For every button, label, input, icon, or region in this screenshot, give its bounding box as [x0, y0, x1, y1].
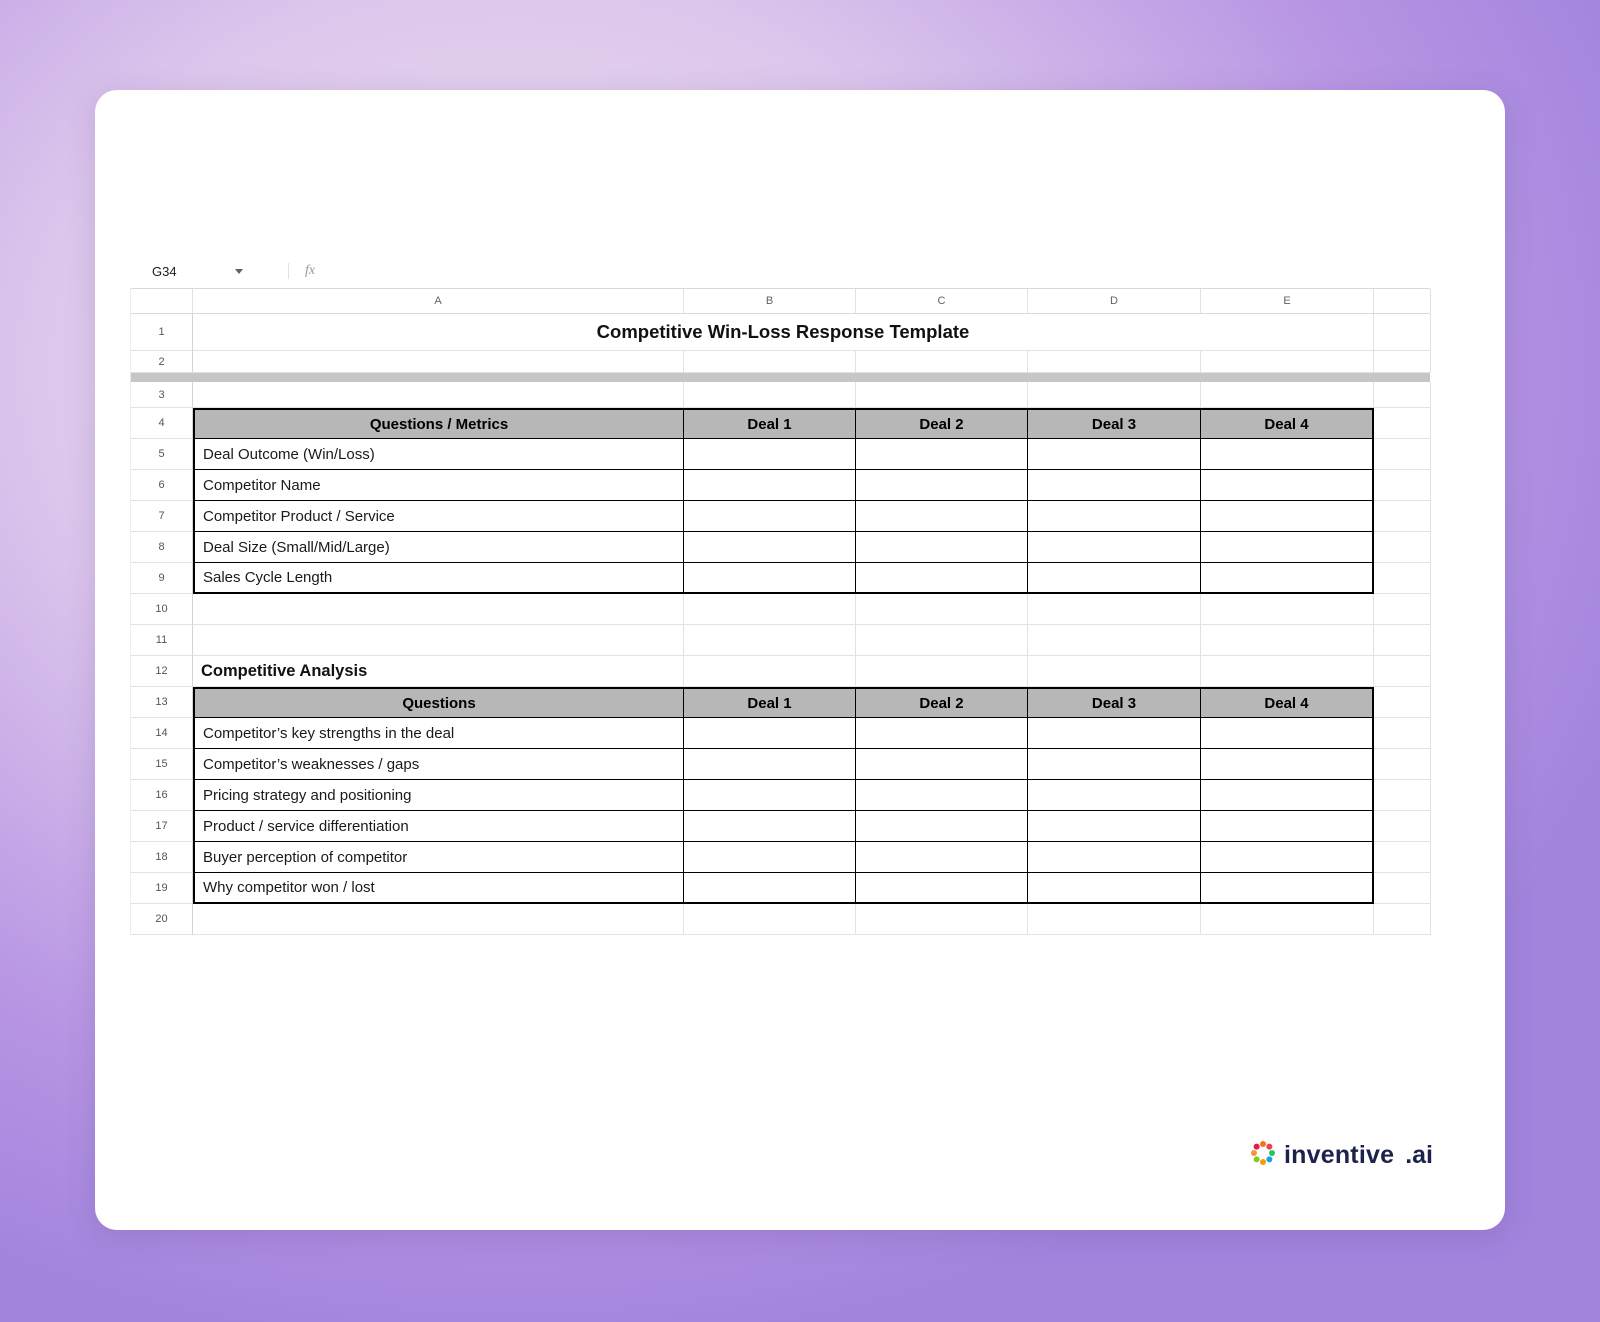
sheet-row-9: [131, 563, 1430, 594]
cell-F15[interactable]: [1374, 749, 1431, 780]
name-box-dropdown-icon[interactable]: [235, 269, 243, 274]
sheet-row-16: [131, 780, 1430, 811]
logo-text: inventive: [1284, 1141, 1395, 1169]
cell-C14[interactable]: [856, 718, 1028, 749]
sheet-row-3: [131, 382, 1430, 408]
cell-C8[interactable]: [856, 532, 1028, 563]
cell-E9[interactable]: [1201, 563, 1374, 594]
cell-B18[interactable]: [684, 842, 856, 873]
sheet-row-17: [131, 811, 1430, 842]
row-header-12[interactable]: 12: [131, 656, 193, 687]
cell-C18[interactable]: [856, 842, 1028, 873]
cell-C20[interactable]: [856, 904, 1028, 935]
row-header-1[interactable]: 1: [131, 314, 193, 351]
sheet-toolbar: [130, 254, 1465, 288]
cell-C19[interactable]: [856, 873, 1028, 904]
cell-B10[interactable]: [684, 594, 856, 625]
row-header-15[interactable]: 15: [131, 749, 193, 780]
column-header-E[interactable]: E: [1201, 289, 1374, 313]
cell-D3[interactable]: [1028, 382, 1201, 408]
cell-B12[interactable]: [684, 656, 856, 687]
sheet-row-8: [131, 532, 1430, 563]
row-header-13[interactable]: 13: [131, 687, 193, 718]
cell-C17[interactable]: [856, 811, 1028, 842]
cell-C12[interactable]: [856, 656, 1028, 687]
cell-D20[interactable]: [1028, 904, 1201, 935]
cell-F8[interactable]: [1374, 532, 1431, 563]
cell-D7[interactable]: [1028, 501, 1201, 532]
sheet-row-19: [131, 873, 1430, 904]
logo-suffix: .ai: [1405, 1141, 1433, 1169]
cell-F14[interactable]: [1374, 718, 1431, 749]
sheet-row-4: [131, 408, 1430, 439]
cell-B13[interactable]: Deal 1: [684, 687, 856, 718]
cell-D9[interactable]: [1028, 563, 1201, 594]
cell-A9[interactable]: Sales Cycle Length: [193, 563, 684, 594]
cell-A2[interactable]: [193, 351, 684, 373]
cell-E20[interactable]: [1201, 904, 1374, 935]
row-header-18[interactable]: 18: [131, 842, 193, 873]
row-header-14[interactable]: 14: [131, 718, 193, 749]
cell-C4[interactable]: Deal 2: [856, 408, 1028, 439]
row-header-16[interactable]: 16: [131, 780, 193, 811]
sheet-title-cell: Competitive Win-Loss Response Template: [193, 314, 1374, 351]
cell-F19[interactable]: [1374, 873, 1431, 904]
cell-D8[interactable]: [1028, 532, 1201, 563]
cell-A6[interactable]: Competitor Name: [193, 470, 684, 501]
brand-logo: [1249, 1139, 1433, 1172]
cell-D5[interactable]: [1028, 439, 1201, 470]
cell-E18[interactable]: [1201, 842, 1374, 873]
cell-E14[interactable]: [1201, 718, 1374, 749]
cell-F3[interactable]: [1374, 382, 1431, 408]
cell-A10[interactable]: [193, 594, 684, 625]
sheet-row-20: [131, 904, 1430, 935]
cell-E5[interactable]: [1201, 439, 1374, 470]
cell-B16[interactable]: [684, 780, 856, 811]
cell-A13[interactable]: Questions: [193, 687, 684, 718]
cell-E2[interactable]: [1201, 351, 1374, 373]
cell-A11[interactable]: [193, 625, 684, 656]
cell-C2[interactable]: [856, 351, 1028, 373]
toolbar-divider: [288, 263, 289, 279]
cell-C9[interactable]: [856, 563, 1028, 594]
cell-A3[interactable]: [193, 382, 684, 408]
cell-E16[interactable]: [1201, 780, 1374, 811]
cell-C13[interactable]: Deal 2: [856, 687, 1028, 718]
cell-B14[interactable]: [684, 718, 856, 749]
cell-F4[interactable]: [1374, 408, 1431, 439]
row-header-9[interactable]: 9: [131, 563, 193, 594]
frozen-pane-divider[interactable]: [131, 373, 1430, 382]
cell-E15[interactable]: [1201, 749, 1374, 780]
cell-C5[interactable]: [856, 439, 1028, 470]
cell-C10[interactable]: [856, 594, 1028, 625]
cell-C7[interactable]: [856, 501, 1028, 532]
sheet-row-12: [131, 656, 1430, 687]
row-header-5[interactable]: 5: [131, 439, 193, 470]
cell-B19[interactable]: [684, 873, 856, 904]
column-header-row: [131, 288, 1430, 314]
row-header-17[interactable]: 17: [131, 811, 193, 842]
sheet-row-1: [131, 314, 1430, 351]
row-header-20[interactable]: 20: [131, 904, 193, 935]
row-header-10[interactable]: 10: [131, 594, 193, 625]
row-header-2[interactable]: 2: [131, 351, 193, 373]
cell-E10[interactable]: [1201, 594, 1374, 625]
cell-F1[interactable]: [1374, 314, 1431, 351]
row-header-7[interactable]: 7: [131, 501, 193, 532]
row-header-11[interactable]: 11: [131, 625, 193, 656]
sheet-row-2: [131, 351, 1430, 373]
cell-E4[interactable]: Deal 4: [1201, 408, 1374, 439]
sheet-row-15: [131, 749, 1430, 780]
cell-D12[interactable]: [1028, 656, 1201, 687]
row-header-3[interactable]: 3: [131, 382, 193, 408]
column-header-C[interactable]: C: [856, 289, 1028, 313]
cell-F7[interactable]: [1374, 501, 1431, 532]
cell-A12[interactable]: Competitive Analysis: [193, 656, 684, 687]
cell-A4[interactable]: Questions / Metrics: [193, 408, 684, 439]
cell-E13[interactable]: Deal 4: [1201, 687, 1374, 718]
cell-B15[interactable]: [684, 749, 856, 780]
cell-D10[interactable]: [1028, 594, 1201, 625]
cell-A15[interactable]: Competitor’s weaknesses / gaps: [193, 749, 684, 780]
select-all-corner[interactable]: [131, 289, 193, 313]
cell-B3[interactable]: [684, 382, 856, 408]
cell-name-box[interactable]: [130, 264, 280, 279]
cell-B8[interactable]: [684, 532, 856, 563]
cell-E12[interactable]: [1201, 656, 1374, 687]
cell-C3[interactable]: [856, 382, 1028, 408]
cell-B9[interactable]: [684, 563, 856, 594]
cell-C16[interactable]: [856, 780, 1028, 811]
cell-A19[interactable]: Why competitor won / lost: [193, 873, 684, 904]
cell-E11[interactable]: [1201, 625, 1374, 656]
cell-D16[interactable]: [1028, 780, 1201, 811]
spreadsheet-grid: [130, 288, 1430, 935]
cell-E19[interactable]: [1201, 873, 1374, 904]
cell-F9[interactable]: [1374, 563, 1431, 594]
sheet-row-11: [131, 625, 1430, 656]
cell-A16[interactable]: Pricing strategy and positioning: [193, 780, 684, 811]
sheet-row-18: [131, 842, 1430, 873]
formula-fx-icon: fx: [305, 263, 316, 278]
cell-F11[interactable]: [1374, 625, 1431, 656]
cell-F13[interactable]: [1374, 687, 1431, 718]
cell-F6[interactable]: [1374, 470, 1431, 501]
cell-D15[interactable]: [1028, 749, 1201, 780]
cell-C15[interactable]: [856, 749, 1028, 780]
name-box-value: G34: [152, 263, 177, 279]
cell-A8[interactable]: Deal Size (Small/Mid/Large): [193, 532, 684, 563]
cell-C11[interactable]: [856, 625, 1028, 656]
row-header-19[interactable]: 19: [131, 873, 193, 904]
cell-D2[interactable]: [1028, 351, 1201, 373]
sheet-row-5: [131, 439, 1430, 470]
cell-F12[interactable]: [1374, 656, 1431, 687]
row-header-6[interactable]: 6: [131, 470, 193, 501]
cell-D14[interactable]: [1028, 718, 1201, 749]
cell-B7[interactable]: [684, 501, 856, 532]
cell-F2[interactable]: [1374, 351, 1431, 373]
cell-B4[interactable]: Deal 1: [684, 408, 856, 439]
cell-D19[interactable]: [1028, 873, 1201, 904]
cell-A20[interactable]: [193, 904, 684, 935]
cell-D17[interactable]: [1028, 811, 1201, 842]
cell-E7[interactable]: [1201, 501, 1374, 532]
cell-A7[interactable]: Competitor Product / Service: [193, 501, 684, 532]
cell-E6[interactable]: [1201, 470, 1374, 501]
column-header-D[interactable]: D: [1028, 289, 1201, 313]
cell-B6[interactable]: [684, 470, 856, 501]
cell-B17[interactable]: [684, 811, 856, 842]
sheet-row-10: [131, 594, 1430, 625]
row-header-8[interactable]: 8: [131, 532, 193, 563]
cell-F17[interactable]: [1374, 811, 1431, 842]
column-header-extra[interactable]: [1374, 289, 1431, 313]
cell-F5[interactable]: [1374, 439, 1431, 470]
cell-E8[interactable]: [1201, 532, 1374, 563]
cell-F20[interactable]: [1374, 904, 1431, 935]
cell-A14[interactable]: Competitor’s key strengths in the deal: [193, 718, 684, 749]
cell-B5[interactable]: [684, 439, 856, 470]
sheet-row-7: [131, 501, 1430, 532]
cell-E17[interactable]: [1201, 811, 1374, 842]
sheet-card: [95, 90, 1505, 1230]
cell-B11[interactable]: [684, 625, 856, 656]
cell-D18[interactable]: [1028, 842, 1201, 873]
row-header-4[interactable]: 4: [131, 408, 193, 439]
cell-D6[interactable]: [1028, 470, 1201, 501]
sheet-row-6: [131, 470, 1430, 501]
cell-A18[interactable]: Buyer perception of competitor: [193, 842, 684, 873]
cell-B20[interactable]: [684, 904, 856, 935]
cell-D13[interactable]: Deal 3: [1028, 687, 1201, 718]
cell-F16[interactable]: [1374, 780, 1431, 811]
cell-F10[interactable]: [1374, 594, 1431, 625]
sheet-row-13: [131, 687, 1430, 718]
column-header-B[interactable]: B: [684, 289, 856, 313]
cell-C6[interactable]: [856, 470, 1028, 501]
cell-E3[interactable]: [1201, 382, 1374, 408]
sheet-row-14: [131, 718, 1430, 749]
cell-D11[interactable]: [1028, 625, 1201, 656]
sheet-rows: [131, 314, 1430, 935]
column-header-A[interactable]: A: [193, 289, 684, 313]
cell-B2[interactable]: [684, 351, 856, 373]
cell-A17[interactable]: Product / service differentiation: [193, 811, 684, 842]
cell-F18[interactable]: [1374, 842, 1431, 873]
cell-A5[interactable]: Deal Outcome (Win/Loss): [193, 439, 684, 470]
cell-D4[interactable]: Deal 3: [1028, 408, 1201, 439]
logo-burst-icon: [1249, 1139, 1277, 1172]
